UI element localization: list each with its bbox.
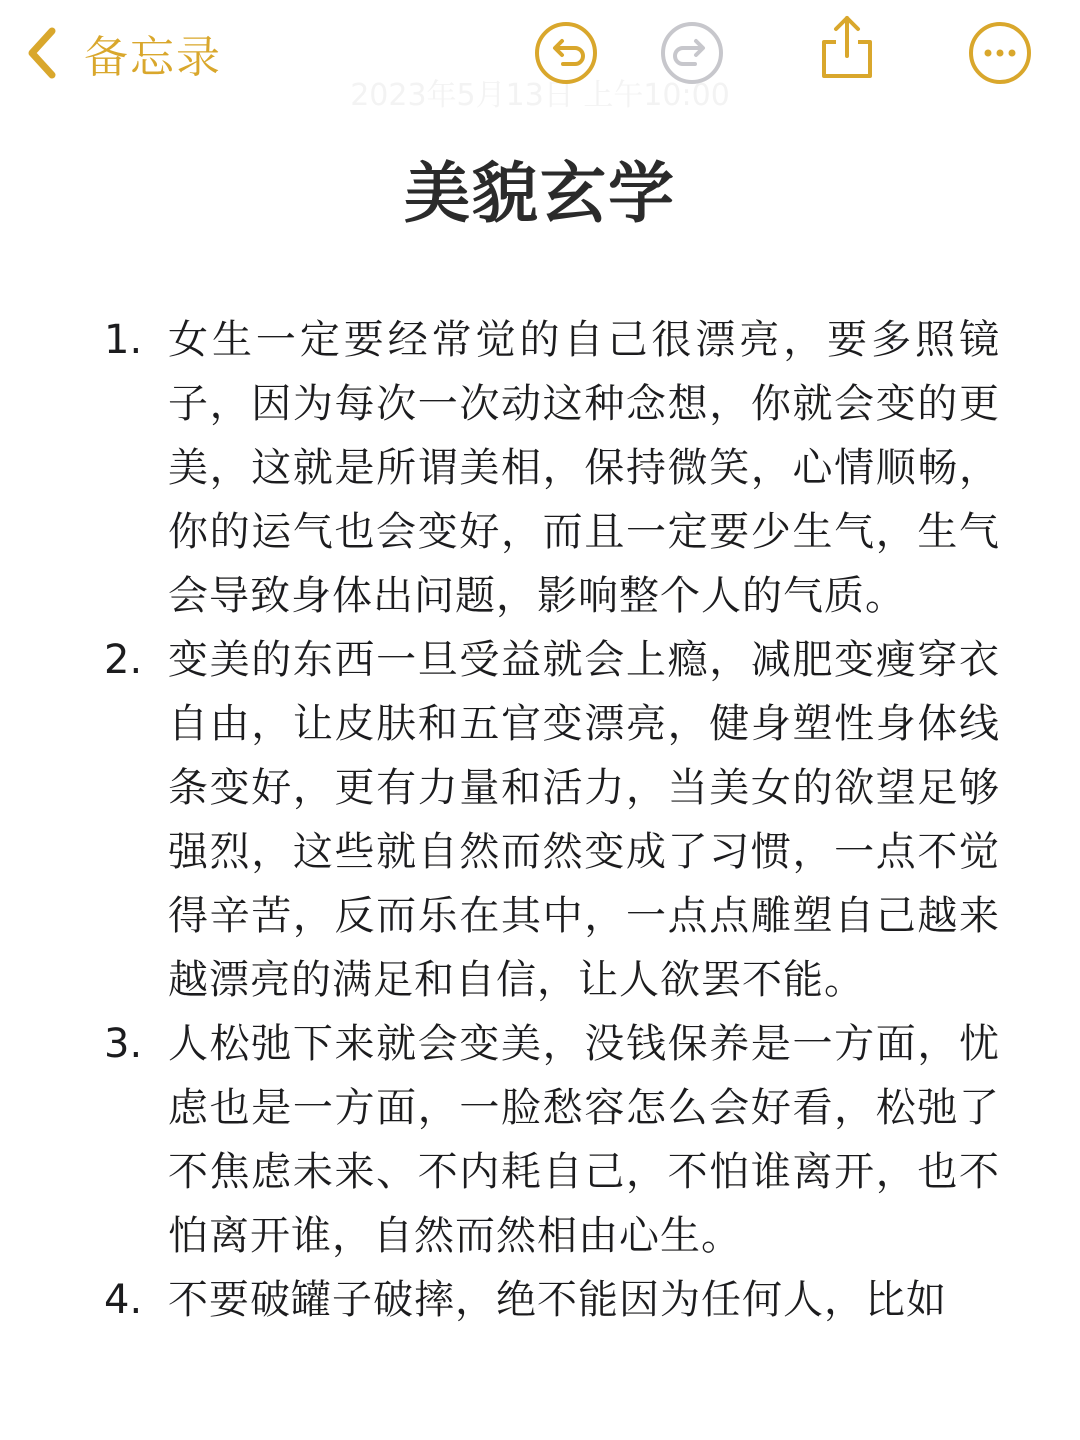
- note-title[interactable]: 美貌玄学: [404, 155, 676, 232]
- more-icon: [967, 20, 1033, 86]
- list-item[interactable]: [0, 1268, 1080, 1332]
- back-label: 备忘录: [84, 32, 222, 83]
- list-item[interactable]: [0, 308, 1080, 628]
- list-item-text[interactable]: 人松弛下来就会变美，没钱保养是一方面，忧虑也是一方面，一脸愁容怎么会好看，松弛了不焦虑未来、不内耗自己，不怕谁离开，也不怕离开谁，自然而然相由心生。: [168, 1021, 1000, 1259]
- undo-button[interactable]: [533, 20, 599, 86]
- list-item[interactable]: [0, 1012, 1080, 1268]
- list-item-text[interactable]: 女生一定要经常觉的自己很漂亮，要多照镜子，因为每次一次动这种念想，你就会变的更美，这就是所谓美相，保持微笑，心情顺畅，你的运气也会变好，而且一定要少生气，生气会导致身体出问题，影响整个人的气质。: [168, 317, 1000, 619]
- list-item[interactable]: [0, 628, 1080, 1012]
- share-button[interactable]: [814, 14, 880, 80]
- list-item-number: 2.: [104, 637, 143, 683]
- list-item-text[interactable]: 不要破罐子破摔，绝不能因为任何人，比如: [168, 1277, 947, 1323]
- navigation-bar: [0, 0, 1080, 113]
- more-button[interactable]: [967, 20, 1033, 86]
- note-date: 2023年5月13日 上午10:00: [350, 78, 730, 113]
- list-item-text[interactable]: 变美的东西一旦受益就会上瘾，减肥变瘦穿衣自由，让皮肤和五官变漂亮，健身塑性身体线条变好，更有力量和活力，当美女的欲望足够强烈，这些就自然而然变成了习惯，一点不觉得辛苦，反而乐在其中，一点点雕塑自己越来越漂亮的满足和自信，让人欲罢不能。: [168, 637, 1000, 1003]
- chevron-left-icon: [22, 23, 62, 83]
- redo-button[interactable]: [659, 20, 725, 86]
- list-item-number: 1.: [104, 317, 143, 363]
- undo-icon: [533, 20, 599, 86]
- list-item-number: 4.: [104, 1277, 143, 1323]
- back-button[interactable]: [22, 18, 222, 88]
- note-body[interactable]: [0, 308, 1080, 1332]
- redo-icon: [659, 20, 725, 86]
- list-item-number: 3.: [104, 1021, 143, 1067]
- share-icon: [814, 14, 880, 80]
